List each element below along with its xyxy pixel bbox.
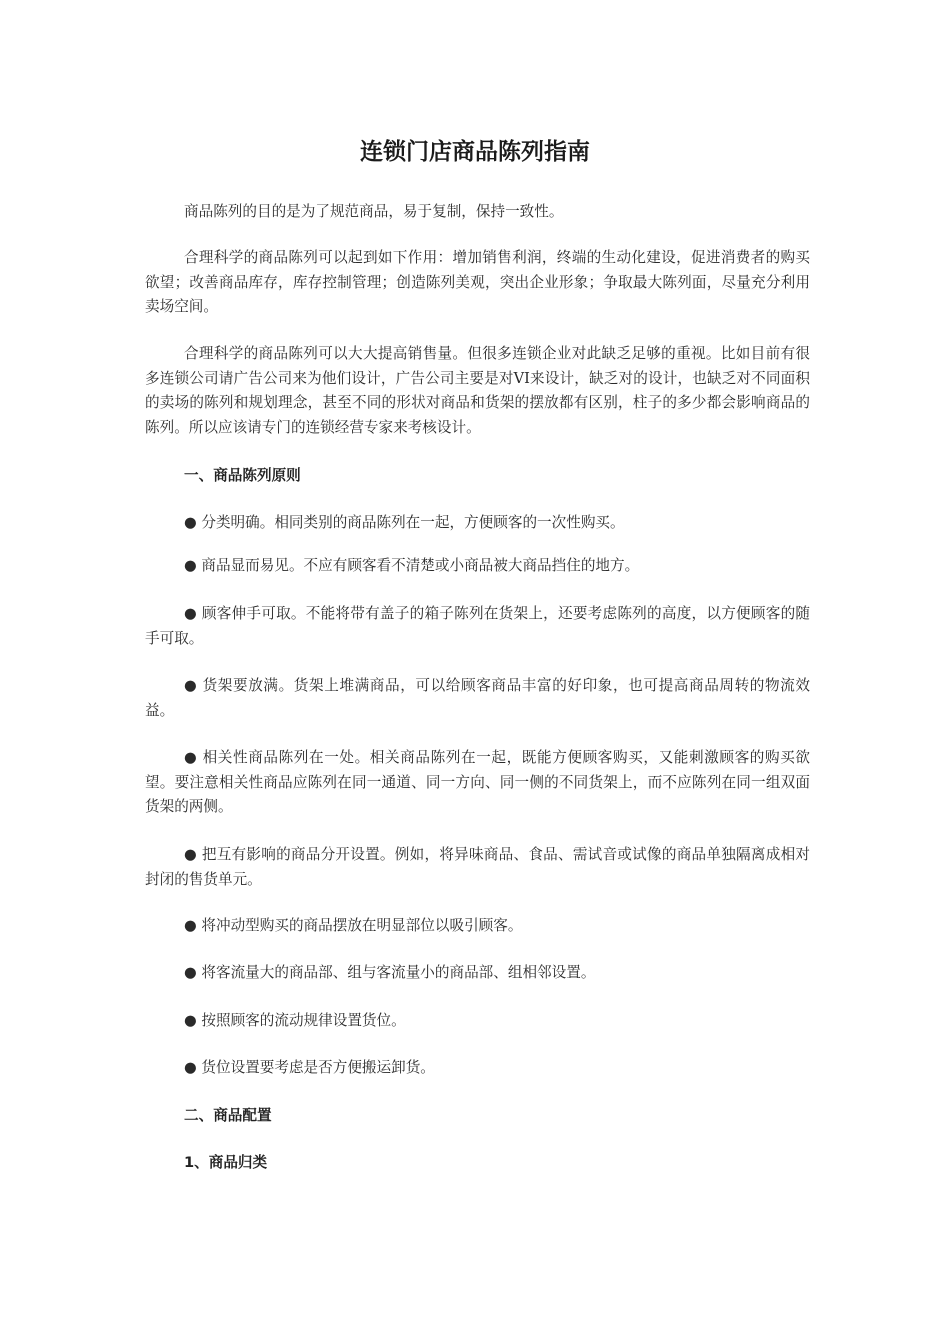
principle-item-4 <box>145 674 810 723</box>
principle-item-5 <box>145 746 810 820</box>
bullet-icon: ● <box>184 964 197 981</box>
principle-item-text: 把互有影响的商品分开设置。例如，将异味商品、食品、需试音或试像的商品单独隔离成相对封闭的售货单元。 <box>145 846 810 888</box>
document-title: 连锁门店商品陈列指南 <box>360 139 590 165</box>
principle-item-text: 分类明确。相同类别的商品陈列在一起，方便顾客的一次性购买。 <box>196 514 625 531</box>
principle-item-text: 将冲动型购买的商品摆放在明显部位以吸引顾客。 <box>201 917 523 934</box>
principle-item-6 <box>145 843 810 892</box>
principle-item-10 <box>145 1056 810 1081</box>
principle-item-1 <box>145 511 810 536</box>
principle-item-7 <box>145 914 810 939</box>
bullet-icon: ● <box>184 514 197 531</box>
bullet-icon: ● <box>184 1059 197 1076</box>
section-1-heading: 一、商品陈列原则 <box>184 467 301 484</box>
principle-item-text: 将客流量大的商品部、组与客流量小的商品部、组相邻设置。 <box>201 964 596 981</box>
bullet-icon: ● <box>184 557 197 574</box>
principle-item-text: 顾客伸手可取。不能将带有盖子的箱子陈列在货架上，还要考虑陈列的高度，以方便顾客的随手可取。 <box>145 605 810 647</box>
principle-item-3 <box>145 602 810 651</box>
principle-item-8 <box>145 961 810 986</box>
principle-item-text: 按照顾客的流动规律设置货位。 <box>201 1012 406 1029</box>
principle-item-text: 商品显而易见。不应有顾客看不清楚或小商品被大商品挡住的地方。 <box>201 557 640 574</box>
bullet-icon: ● <box>184 605 197 622</box>
principle-item-text: 相关性商品陈列在一处。相关商品陈列在一起，既能方便顾客购买，又能刺激顾客的购买欲望。要注意相关性商品应陈列在同一通道、同一方向、同一侧的不同货架上，而不应陈列在同一组双面货架的两侧。 <box>145 749 810 815</box>
bullet-icon: ● <box>184 677 198 694</box>
intro-paragraph-2: 合理科学的商品陈列可以起到如下作用：增加销售利润，终端的生动化建设，促进消费者的购买欲望；改善商品库存，库存控制管理；创造陈列美观，突出企业形象；争取最大陈列面，尽量充分利用卖场空间。 <box>145 249 810 315</box>
principle-item-text: 货架要放满。货架上堆满商品，可以给顾客商品丰富的好印象，也可提高商品周转的物流效益。 <box>145 677 810 719</box>
intro-paragraph-1: 商品陈列的目的是为了规范商品，易于复制，保持一致性。 <box>184 203 564 220</box>
bullet-icon: ● <box>184 1012 197 1029</box>
principle-item-text: 货位设置要考虑是否方便搬运卸货。 <box>201 1059 435 1076</box>
bullet-icon: ● <box>184 749 198 766</box>
section-2-heading: 二、商品配置 <box>184 1107 272 1124</box>
principle-item-9 <box>145 1009 810 1034</box>
section-2-subheading: 1、商品归类 <box>184 1154 268 1171</box>
intro-paragraph-3: 合理科学的商品陈列可以大大提高销售量。但很多连锁企业对此缺乏足够的重视。比如目前有很多连锁公司请广告公司来为他们设计，广告公司主要是对VI来设计，缺乏对的设计，也缺乏对不同面积的卖场的陈列和规划理念，甚至不同的形状对商品和货架的摆放都有区别，柱子的多少都会影响商品的陈列。所以应该请专门的连锁经营专家来考核设计。 <box>145 345 810 436</box>
bullet-icon: ● <box>184 846 197 863</box>
bullet-icon: ● <box>184 917 197 934</box>
principle-item-2 <box>145 554 810 579</box>
